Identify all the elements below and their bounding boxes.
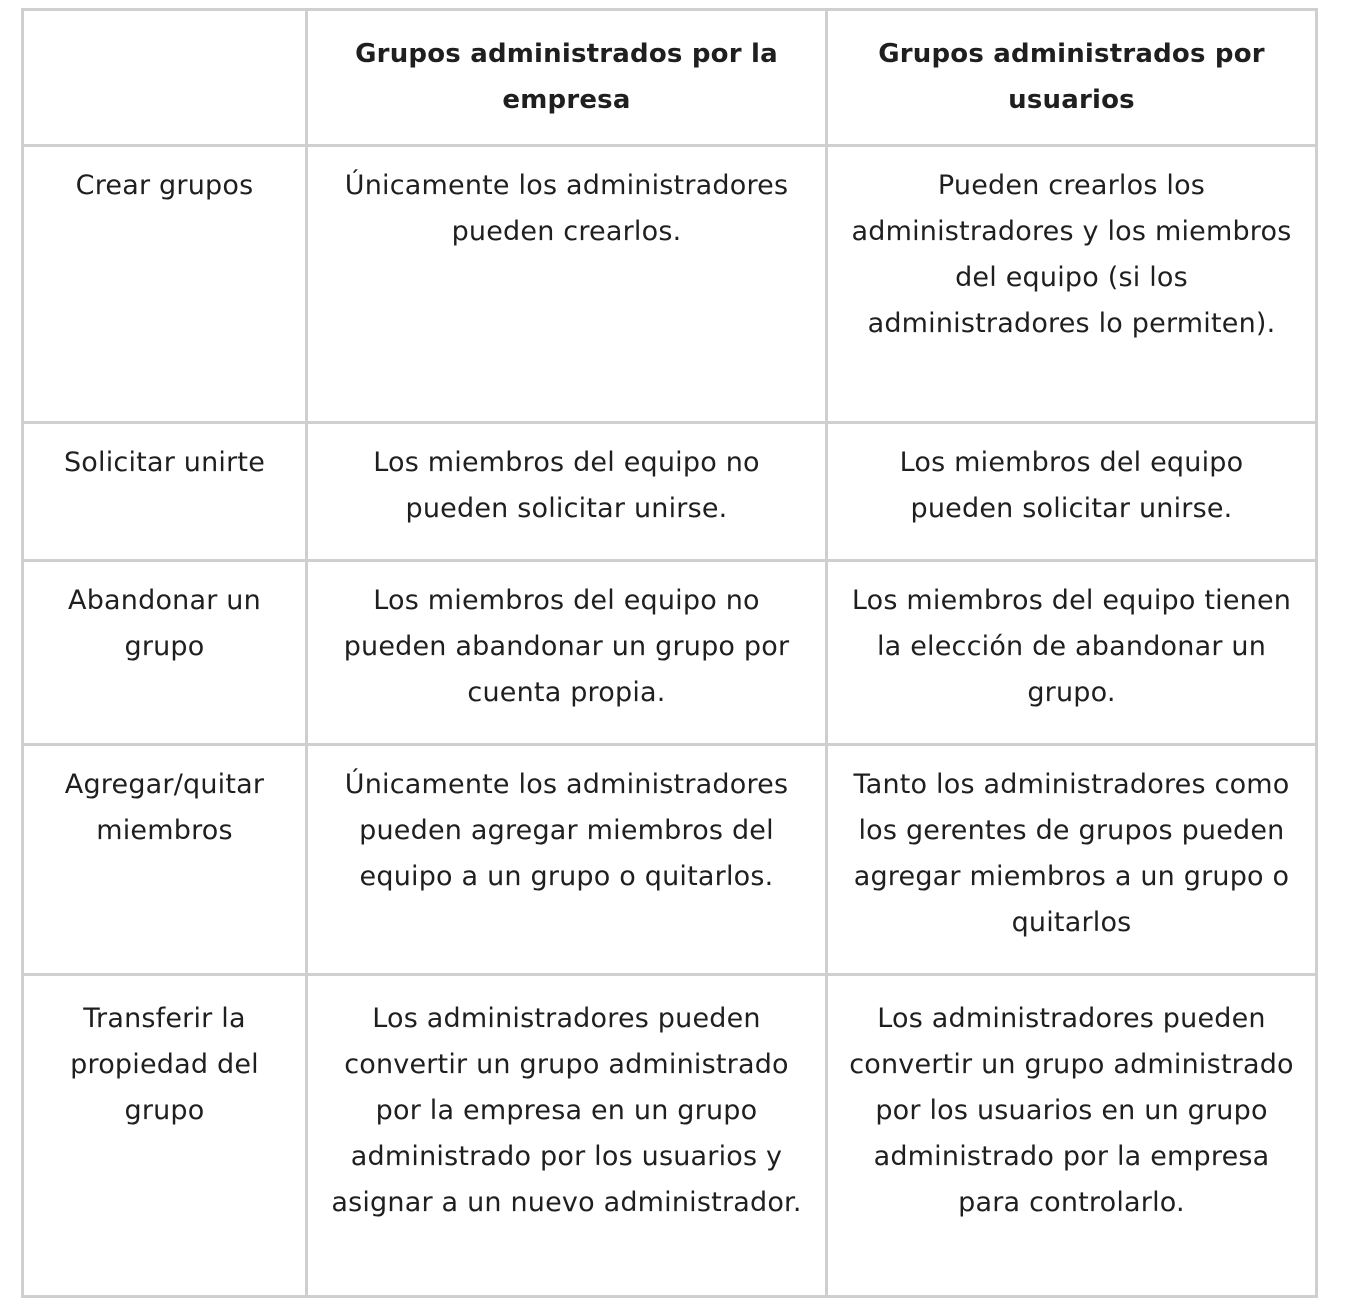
company-managed-cell: Los miembros del equipo no pueden abandonar un grupo por cuenta propia. <box>307 561 827 745</box>
header-empty-cell <box>23 10 307 146</box>
group-comparison-table <box>21 8 1318 1298</box>
table-row <box>23 975 1317 1297</box>
company-managed-cell: Los miembros del equipo no pueden solicitar unirse. <box>307 423 827 561</box>
header-user-managed: Grupos administrados por usuarios <box>827 10 1317 146</box>
comparison-table-container <box>21 8 1318 1298</box>
table-row <box>23 423 1317 561</box>
company-managed-cell: Únicamente los administradores pueden agregar miembros del equipo a un grupo o quitarlos. <box>307 745 827 975</box>
user-managed-cell: Tanto los administradores como los gerentes de grupos pueden agregar miembros a un grupo o quitarlos <box>827 745 1317 975</box>
user-managed-cell: Los miembros del equipo tienen la elección de abandonar un grupo. <box>827 561 1317 745</box>
row-label: Crear grupos <box>23 146 307 423</box>
user-managed-cell: Los miembros del equipo pueden solicitar unirse. <box>827 423 1317 561</box>
row-label: Transferir la propiedad del grupo <box>23 975 307 1297</box>
row-label: Abandonar un grupo <box>23 561 307 745</box>
company-managed-cell: Los administradores pueden convertir un grupo administrado por la empresa en un grupo administrado por los usuarios y asignar a un nuevo administrador. <box>307 975 827 1297</box>
table-row <box>23 561 1317 745</box>
row-label: Solicitar unirte <box>23 423 307 561</box>
user-managed-cell: Los administradores pueden convertir un grupo administrado por los usuarios en un grupo administrado por la empresa para controlarlo. <box>827 975 1317 1297</box>
table-row <box>23 146 1317 423</box>
company-managed-cell: Únicamente los administradores pueden crearlos. <box>307 146 827 423</box>
user-managed-cell: Pueden crearlos los administradores y los miembros del equipo (si los administradores lo permiten). <box>827 146 1317 423</box>
header-company-managed: Grupos administrados por la empresa <box>307 10 827 146</box>
row-label: Agregar/quitar miembros <box>23 745 307 975</box>
table-row <box>23 745 1317 975</box>
table-header-row <box>23 10 1317 146</box>
